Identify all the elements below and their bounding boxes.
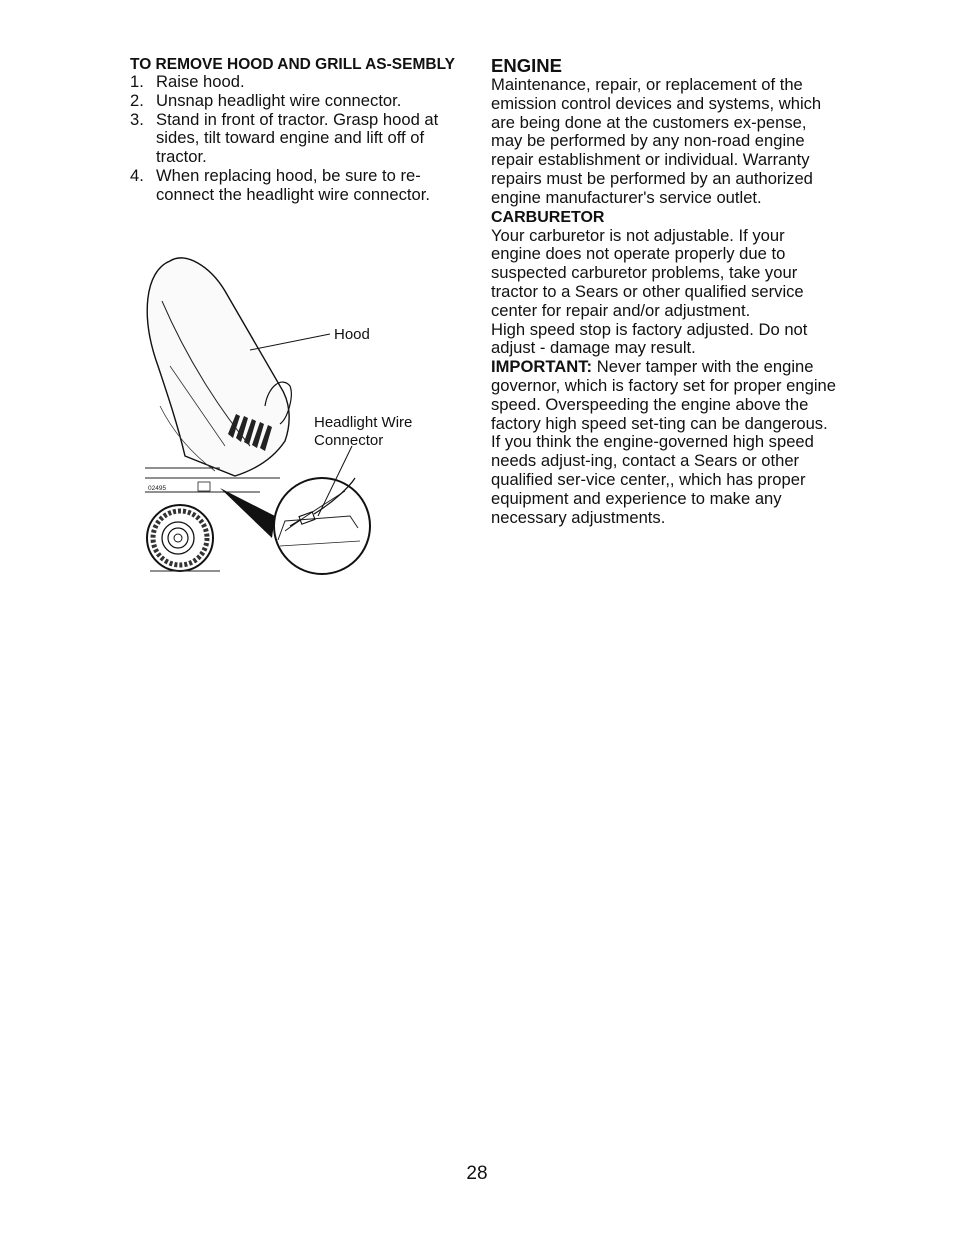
right-column xyxy=(491,56,836,527)
step-item xyxy=(130,167,468,205)
steps-list xyxy=(130,73,468,205)
carburetor-heading: CARBURETOR xyxy=(491,208,605,226)
step-number: 2. xyxy=(130,90,144,110)
important-label: IMPORTANT: xyxy=(491,357,593,377)
step-number: 1. xyxy=(130,72,144,91)
hood-label: Hood xyxy=(334,326,370,343)
step-number: 4. xyxy=(130,165,144,185)
tractor-wheel-icon xyxy=(147,505,220,571)
part-code-label: 02495 xyxy=(148,485,167,492)
step-item xyxy=(130,92,468,111)
headlight-wire-label: Headlight Wire xyxy=(314,414,413,431)
high-speed-paragraph: High speed stop is factory adjusted. Do not adjust - damage may result. xyxy=(491,319,808,358)
step-text: When replacing hood, be sure to re-connect the headlight wire connector. xyxy=(156,165,430,204)
left-column xyxy=(130,56,468,205)
step-number: 3. xyxy=(130,109,144,129)
step-text: Stand in front of tractor. Grasp hood at sides, tilt toward engine and lift off of tractor. xyxy=(156,109,439,167)
connector-detail-circle xyxy=(274,478,370,574)
section-heading-remove-hood: TO REMOVE HOOD AND GRILL AS-SEMBLY xyxy=(130,56,455,73)
step-text: Unsnap headlight wire connector. xyxy=(156,90,402,110)
engine-paragraph: Maintenance, repair, or replacement of the emission control devices and systems, which are being done at the customers ex-pense, may be performed by any non-road engine repair establishment or individual. Warranty repairs must be performed by an authorized engine manufacturer's service outlet. xyxy=(491,75,822,207)
carburetor-paragraph: Your carburetor is not adjustable. If your engine does not operate properly due to suspected carburetor problems, take your tractor to a Sears or other qualified service center for repair and/or adjustment. xyxy=(491,225,804,320)
step-text: Raise hood. xyxy=(156,72,245,91)
connector-label: Connector xyxy=(314,432,384,449)
step-item xyxy=(130,111,468,167)
important-paragraph xyxy=(491,358,836,527)
important-text: Never tamper with the engine governor, which is factory set for proper engine speed. Overspeeding the engine above the factory high speed set-ting can be dangerous. If you think the engine-governed high speed needs adjust-ing, contact a Sears or other qualified ser-vice center,, which has proper equipment and experience to make any necessary adjustments. xyxy=(491,357,836,527)
step-item xyxy=(130,73,468,92)
hood-removal-figure xyxy=(140,246,440,581)
page-number: 28 xyxy=(466,1163,488,1184)
engine-heading: ENGINE xyxy=(491,55,562,76)
